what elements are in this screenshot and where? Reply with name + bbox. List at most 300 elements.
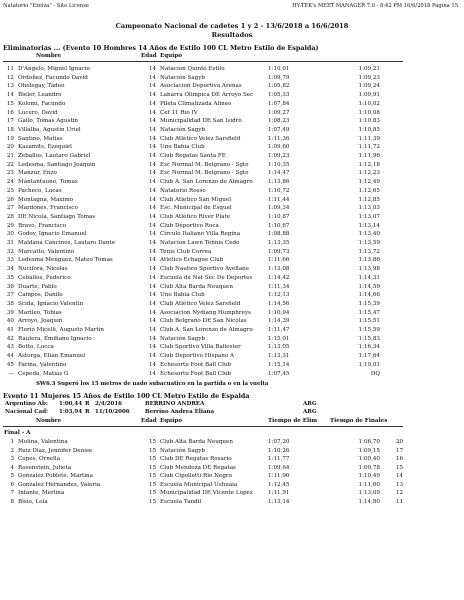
team-cell: Club Atlético Velez Sarsfield <box>160 135 241 142</box>
age-cell: 14 <box>149 231 157 238</box>
meet-title: Campeonato Nacional de cadetes 1 y 2 - 13/6/2018 a 16/6/2018 <box>115 22 349 30</box>
seed-time-cell: 1:11,90 <box>268 473 290 479</box>
seed-time-cell: 1:13,08 <box>268 266 290 273</box>
seed-time-cell: 1:10,87 <box>268 213 290 220</box>
place-cell: 32 <box>6 248 14 255</box>
event11-col-seed: Tiempo de Elim <box>268 418 318 424</box>
seed-time-cell: 1:11,44 <box>268 196 290 203</box>
seed-time-cell: 1:11,47 <box>268 327 290 333</box>
age-cell: 14 <box>149 274 157 281</box>
final-time-cell: 1:10,08 <box>358 109 380 116</box>
final-time-cell: 1:09,40 <box>358 456 380 462</box>
team-cell: Natatorio Rosso <box>160 187 206 194</box>
team-cell: Uno Bahia Club <box>160 292 205 299</box>
seed-time-cell: 1:09,73 <box>268 248 290 255</box>
final-time-cell: 1:12,18 <box>358 161 380 168</box>
final-time-cell: 1:19,01 <box>358 361 380 368</box>
age-cell: 14 <box>149 248 157 255</box>
age-cell: 14 <box>149 66 157 72</box>
points-cell: 12 <box>396 490 404 496</box>
final-time-cell: 1:09,15 <box>358 447 380 454</box>
final-time-cell: 1:15,39 <box>358 300 380 307</box>
swimmer-name-cell: Gonzalez Poblete, Martina <box>18 473 93 479</box>
record-time: 1:03,94 <box>59 409 83 415</box>
age-cell: 14 <box>149 309 157 316</box>
age-cell: 14 <box>149 83 157 90</box>
swimmer-name-cell: Montagna, Maximo <box>18 196 74 203</box>
swimmer-name-cell: Maldana Cancinos, Lautaro Dante <box>18 240 116 246</box>
swimmer-name-cell: Mantantuono, Tomas <box>18 179 78 186</box>
place-cell: 19 <box>6 135 14 142</box>
team-cell: Club Atlético River Plate <box>160 213 231 220</box>
points-cell: 17 <box>396 447 404 454</box>
record-country: ARG <box>303 401 317 407</box>
place-cell: 43 <box>6 344 14 351</box>
final-time-cell: 1:13,72 <box>358 248 380 255</box>
place-cell: 26 <box>6 196 14 203</box>
final-time-cell: 1:11,96 <box>358 153 380 159</box>
place-cell: 44 <box>6 353 14 360</box>
age-cell: 14 <box>149 187 157 194</box>
record-holder: Berrino Andrea Eliana <box>145 409 215 415</box>
place-cell: 42 <box>6 335 14 342</box>
swimmer-name-cell: Cepeda, Matias G <box>18 370 69 377</box>
place-cell: 15 <box>6 100 14 107</box>
place-cell: 5 <box>10 473 14 479</box>
swimmer-name-cell: Rosenstein, Julieta <box>18 464 72 471</box>
seed-time-cell: 1:09,64 <box>268 464 290 471</box>
final-time-cell: 1:09,78 <box>358 464 380 471</box>
final-time-cell: 1:12,23 <box>358 170 380 177</box>
age-cell: 15 <box>149 481 157 488</box>
final-time-cell: 1:11,39 <box>358 135 380 142</box>
seed-time-cell: 1:11,66 <box>268 257 290 264</box>
seed-time-cell: 1:11,36 <box>268 135 290 142</box>
age-cell: 14 <box>149 74 157 81</box>
swimmer-name-cell: Santino, Matias <box>18 135 63 142</box>
seed-time-cell: 1:09,60 <box>268 144 290 151</box>
final-time-cell: 1:13,40 <box>358 231 380 238</box>
age-cell: 14 <box>149 370 157 377</box>
final-time-cell: 1:15,83 <box>358 335 380 342</box>
seed-time-cell: 1:07,45 <box>268 370 290 377</box>
team-cell: Atletico Echague Club <box>160 257 224 264</box>
age-cell: 14 <box>149 361 157 368</box>
swimmer-name-cell: Ruiz Diaz, Jennifer Denise <box>18 447 93 454</box>
seed-time-cell: 1:09,27 <box>268 109 290 116</box>
place-cell: 25 <box>6 187 14 194</box>
place-cell: 24 <box>6 179 14 186</box>
team-cell: Club Regatas Santa FE <box>160 153 226 159</box>
points-cell: 20 <box>396 439 404 445</box>
final-time-cell: 1:15,47 <box>358 309 380 316</box>
team-cell: Esc. Municipal de Esquel <box>160 205 232 212</box>
swimmer-name-cell: Florio Micelli, Augusto Martin <box>18 327 104 333</box>
points-cell: 13 <box>396 481 404 488</box>
team-cell: Uno Bahia Club <box>160 144 205 151</box>
age-cell: 14 <box>149 283 157 290</box>
place-cell: 39 <box>6 309 14 316</box>
record-time: 1:00,44 <box>59 401 83 407</box>
team-cell: Circulo Italiano Villa Regina <box>160 231 241 238</box>
team-cell: Echesortu Foot Ball Club <box>160 370 232 377</box>
seed-time-cell: 1:10,35 <box>268 161 290 168</box>
place-cell: 14 <box>6 92 14 99</box>
team-cell: Club Cipolletti Rio Negro <box>160 473 232 479</box>
swimmer-name-cell: Mardones, Francisco <box>18 205 78 212</box>
seed-time-cell: 1:10,67 <box>268 222 290 229</box>
team-cell: Laharra Olimpica DE Arroyo Sec <box>160 92 254 99</box>
points-cell: 11 <box>396 498 404 505</box>
place-cell: 29 <box>6 222 14 229</box>
final-time-cell: 1:09,24 <box>358 83 380 90</box>
age-cell: 14 <box>149 353 157 360</box>
team-cell: Club DE Regatas Rosario <box>160 456 232 462</box>
final-time-cell: 1:13,03 <box>358 205 380 212</box>
age-cell: 14 <box>149 118 157 125</box>
seed-time-cell: 1:14,42 <box>268 274 290 281</box>
seed-time-cell: 1:12,13 <box>268 292 290 299</box>
age-cell: 14 <box>149 109 157 116</box>
age-cell: 14 <box>149 196 157 203</box>
report-header-right: HY-TEK's MEET MANAGER 7.0 - 8:42 PM 16/6/2018 Página 15 <box>292 3 458 9</box>
final-time-cell: 1:12,49 <box>358 179 380 186</box>
team-cell: Club Deportivo Hispano A <box>160 353 235 360</box>
record-date: 2/4/2016 <box>95 401 122 407</box>
record-country: ARG <box>303 409 317 415</box>
place-cell: 16 <box>6 109 14 116</box>
seed-time-cell: 1:14,56 <box>268 300 290 307</box>
event10-col-name: Nombre <box>36 53 62 59</box>
final-time-cell: 1:13,14 <box>358 222 380 229</box>
final-time-cell: 1:10,85 <box>358 126 380 133</box>
event11-col-name: Nombre <box>36 418 62 424</box>
swimmer-name-cell: Bisio, Lola <box>18 498 48 505</box>
team-cell: Asociacion Nydiang Humphreys <box>160 309 251 316</box>
place-cell: 23 <box>6 170 14 177</box>
event10-col-team: Equipo <box>160 53 183 59</box>
final-time-cell: 1:13,86 <box>358 257 380 264</box>
swimmer-name-cell: Godoy, Ignacio Emanuel <box>18 231 87 238</box>
results-title: Resultados <box>211 31 253 39</box>
place-cell: 22 <box>6 161 14 168</box>
points-cell: 14 <box>396 473 404 479</box>
seed-time-cell: 1:07,20 <box>268 439 290 445</box>
seed-time-cell: 1:11,77 <box>268 456 290 462</box>
final-time-cell: 1:11,72 <box>358 144 380 151</box>
place-cell: 8 <box>10 498 14 505</box>
record-code: R <box>85 401 90 407</box>
final-time-cell: 1:06,70 <box>358 439 380 445</box>
event11-col-age: Edad <box>141 418 157 424</box>
swimmer-name-cell: Marcatto, Valentino <box>18 248 75 255</box>
age-cell: 14 <box>149 318 157 325</box>
swimmer-name-cell: Lucero, David <box>18 109 58 116</box>
place-cell: 11 <box>6 66 14 72</box>
place-cell: 35 <box>6 274 14 281</box>
age-cell: 14 <box>149 135 157 142</box>
place-cell: 40 <box>6 318 14 325</box>
age-cell: 14 <box>149 100 157 107</box>
team-cell: Esc Normal M. Belgrano - Sgto <box>160 161 249 168</box>
team-cell: Club Sportivo Villa Ballester <box>160 344 241 351</box>
swimmer-name-cell: Oholegay, Tadeo <box>18 83 65 90</box>
team-cell: Natación Sagyb <box>160 335 205 342</box>
seed-time-cell: 1:15,01 <box>268 335 290 342</box>
place-cell: 33 <box>6 257 14 264</box>
final-time-cell: 1:15,59 <box>358 327 380 333</box>
team-cell: Cef 11 Rio IV <box>160 109 198 116</box>
place-cell: --- <box>8 370 14 377</box>
team-cell: Esc Normal M. Belgrano - Sgto <box>160 170 249 177</box>
seed-time-cell: 1:13,35 <box>268 240 290 246</box>
place-cell: 31 <box>6 240 14 246</box>
team-cell: Club Alta Barda Neuquen <box>160 283 233 290</box>
seed-time-cell: 1:10,72 <box>268 187 290 194</box>
swimmer-name-cell: Raulera, Emiliano Ignacio <box>18 335 92 342</box>
report-header-left: Natatorio "Ezeiza" - Site License <box>3 3 89 9</box>
final-time-cell: 1:10,49 <box>358 473 380 479</box>
final-time-cell: 1:10,02 <box>358 100 380 107</box>
swimmer-name-cell: Bravo, Francisco <box>18 222 66 229</box>
age-cell: 14 <box>149 144 157 151</box>
swimmer-name-cell: Nucifora, Nicolas <box>18 266 68 273</box>
age-cell: 14 <box>149 205 157 212</box>
event10-col-age: Edad <box>141 53 157 59</box>
swimmer-name-cell: Bieler, Leandro <box>18 92 62 99</box>
team-cell: Club Atletico San Miguel <box>160 196 231 203</box>
seed-time-cell: 1:10,94 <box>268 309 290 316</box>
place-cell: 36 <box>6 283 14 290</box>
swimmer-name-cell: Marileo, Tobias <box>18 309 62 316</box>
final-time-cell: 1:12,65 <box>358 187 380 194</box>
final-time-cell: DQ <box>370 370 380 377</box>
team-cell: Municipalidad DE Vicente Lopez <box>160 490 253 496</box>
team-cell: Natación Sagyb <box>160 74 205 81</box>
event10-header-rule <box>3 61 403 62</box>
seed-time-cell: 1:05,33 <box>268 92 290 99</box>
final-time-cell: 1:11,60 <box>358 481 380 488</box>
swimmer-name-cell: Campos, Danilo <box>18 292 63 299</box>
age-cell: 14 <box>149 300 157 307</box>
swimmer-name-cell: Kazamits, Ezequiel <box>18 144 72 151</box>
age-cell: 15 <box>149 439 157 445</box>
place-cell: 41 <box>6 327 14 333</box>
event11-title: Evento 11 Mujeres 15 Años de Estilo 100 CL Metro Estilo de Espalda <box>3 392 250 400</box>
place-cell: 27 <box>6 205 14 212</box>
age-cell: 15 <box>149 447 157 454</box>
age-cell: 14 <box>149 161 157 168</box>
age-cell: 15 <box>149 473 157 479</box>
seed-time-cell: 1:13,86 <box>268 179 290 186</box>
record-label: Nacional Cad: <box>5 409 49 415</box>
place-cell: 4 <box>10 464 14 471</box>
place-cell: 20 <box>6 144 14 151</box>
seed-time-cell: 1:13,05 <box>268 344 290 351</box>
final-time-cell: 1:10,83 <box>358 118 380 125</box>
team-cell: Natación Sagyb <box>160 447 205 454</box>
seed-time-cell: 1:15,14 <box>268 361 290 368</box>
team-cell: Club A. San Lorenzo de Almagro <box>160 179 253 186</box>
place-cell: 6 <box>10 481 14 488</box>
swimmer-name-cell: DE Nicola, Santiago Tomas <box>18 213 96 220</box>
swimmer-name-cell: Kolomi, Facundo <box>18 100 66 107</box>
place-cell: 18 <box>6 126 14 133</box>
final-time-cell: 1:14,80 <box>358 498 380 505</box>
final-time-cell: 1:09,21 <box>358 66 380 72</box>
record-holder: BERRINO ANDREA <box>145 401 205 407</box>
seed-time-cell: 1:08,88 <box>268 231 290 238</box>
final-time-cell: 1:15,51 <box>358 318 380 325</box>
team-cell: Club Nautico Sportivo Avellane <box>160 266 250 273</box>
event10-title: Eliminatorias ... (Evento 10 Hombres 14 Años de Estilo 100 CL Metro Estilo de Espalda) <box>3 44 319 52</box>
team-cell: Club Atlético Velez Sarsfield <box>160 300 241 307</box>
team-cell: Asociacion Deportiva Arenas <box>160 83 242 90</box>
place-cell: 13 <box>6 83 14 90</box>
age-cell: 14 <box>149 266 157 273</box>
final-time-cell: 1:17,64 <box>358 353 380 360</box>
swimmer-name-cell: Ledesma, Santiago Joaquin <box>18 161 96 168</box>
age-cell: 14 <box>149 257 157 264</box>
swimmer-name-cell: Farina, Valentino <box>18 361 67 368</box>
place-cell: 38 <box>6 300 14 307</box>
place-cell: 1 <box>10 439 14 445</box>
swimmer-name-cell: Manzur, Enzo <box>18 170 57 177</box>
age-cell: 14 <box>149 344 157 351</box>
final-time-cell: 1:13,59 <box>358 240 380 246</box>
final-time-cell: 1:13,07 <box>358 213 380 220</box>
place-cell: 7 <box>10 490 14 496</box>
seed-time-cell: 1:10,01 <box>268 66 290 72</box>
swimmer-name-cell: Botto, Lucca <box>18 344 54 351</box>
seed-time-cell: 1:08,23 <box>268 118 290 125</box>
team-cell: Natacion Quinto Estilo <box>160 66 225 72</box>
swimmer-name-cell: Duarte, Pablo <box>18 283 57 290</box>
seed-time-cell: 1:10,26 <box>268 447 290 454</box>
place-cell: 28 <box>6 213 14 220</box>
place-cell: 34 <box>6 266 14 273</box>
swimmer-name-cell: Gallo, Tomas Agustin <box>18 118 78 125</box>
seed-time-cell: 1:05,82 <box>268 83 290 90</box>
points-cell: 15 <box>396 464 404 471</box>
final-time-cell: 1:09,91 <box>358 92 380 99</box>
place-cell: 30 <box>6 231 14 238</box>
seed-time-cell: 1:09,79 <box>268 74 290 81</box>
swimmer-name-cell: Ledesma Menguez, Mateo Tomas <box>18 257 113 264</box>
swimmer-name-cell: D'Angelo, Miguel Ignacio <box>18 66 90 72</box>
event11-heat-label: Final - A <box>4 430 31 436</box>
swimmer-name-cell: Zeballos, Lautaro Gabriel <box>18 153 91 159</box>
final-time-cell: 1:13,09 <box>358 490 380 496</box>
swimmer-name-cell: Arroyo, Joaquin <box>18 318 63 325</box>
team-cell: Municipalidad DE San Isidro <box>160 118 242 125</box>
team-cell: Escuela de Nat Sec De Deportes <box>160 274 253 281</box>
age-cell: 14 <box>149 292 157 299</box>
seed-time-cell: 1:09,34 <box>268 205 290 212</box>
team-cell: Natacion Lawn Tennis Cede <box>160 240 240 246</box>
seed-time-cell: 1:07,49 <box>268 126 290 133</box>
seed-time-cell: 1:07,84 <box>268 100 290 107</box>
swimmer-name-cell: Ceballos, Federico <box>18 274 71 281</box>
swimmer-name-cell: Copes, Ornella <box>18 456 61 462</box>
swimmer-name-cell: Pacheco, Lucas <box>18 187 62 194</box>
points-cell: 16 <box>396 456 404 462</box>
age-cell: 14 <box>149 222 157 229</box>
team-cell: Club Belgrano DE San Nicolas <box>160 318 247 325</box>
swimmer-name-cell: Scida, Ignacio Valentin <box>18 300 84 307</box>
seed-time-cell: 1:09,23 <box>268 153 290 159</box>
record-code: R <box>85 409 90 415</box>
place-cell: 17 <box>6 118 14 125</box>
final-time-cell: 1:16,34 <box>358 344 380 351</box>
team-cell: Club Mendoza DE Regatas <box>160 464 236 471</box>
age-cell: 14 <box>149 92 157 99</box>
age-cell: 14 <box>149 335 157 342</box>
age-cell: 14 <box>149 126 157 133</box>
team-cell: Natación Sagyb <box>160 126 205 133</box>
team-cell: Club A. San Lorenzo de Almagro <box>160 327 253 333</box>
place-cell: 37 <box>6 292 14 299</box>
seed-time-cell: 1:13,31 <box>268 353 290 360</box>
age-cell: 14 <box>149 179 157 186</box>
event10-note: SW6.3 Superó los 15 metros de nado subacuatico en la partida o en la vuelta <box>36 381 269 387</box>
seed-time-cell: 1:11,91 <box>268 490 290 496</box>
place-cell: 21 <box>6 153 14 159</box>
final-time-cell: 1:14,66 <box>358 292 380 299</box>
record-date: 11/10/2006 <box>95 409 130 415</box>
event11-col-team: Equipo <box>160 418 183 424</box>
seed-time-cell: 1:13,14 <box>268 498 290 505</box>
event11-col-final: Tiempo de Finales <box>330 418 388 424</box>
team-cell: Escuela Tandil <box>160 498 202 505</box>
age-cell: 14 <box>149 170 157 177</box>
age-cell: 14 <box>149 327 157 333</box>
swimmer-name-cell: Gonzalez Hernandez, Valeria <box>18 481 101 488</box>
team-cell: Echesortu Foot Ball Club <box>160 361 232 368</box>
final-time-cell: 1:09,23 <box>358 74 380 81</box>
team-cell: Escuela Municipal Ushuaia <box>160 481 238 488</box>
team-cell: Pileta Climatizada Alineo <box>160 100 232 107</box>
event11-header-rule <box>3 426 403 427</box>
age-cell: 15 <box>149 490 157 496</box>
final-time-cell: 1:14,59 <box>358 283 380 290</box>
seed-time-cell: 1:11,34 <box>268 283 290 290</box>
final-time-cell: 1:13,98 <box>358 266 380 273</box>
age-cell: 14 <box>149 240 157 246</box>
age-cell: 14 <box>149 153 157 159</box>
swimmer-name-cell: Infante, Merlina <box>18 490 65 496</box>
seed-time-cell: 1:14,47 <box>268 170 290 177</box>
age-cell: 14 <box>149 213 157 220</box>
team-cell: Club Alta Barda Neuquen <box>160 439 233 445</box>
place-cell: 2 <box>10 447 14 454</box>
swimmer-name-cell: Villalba, Agustin Uriel <box>18 126 81 133</box>
age-cell: 15 <box>149 464 157 471</box>
seed-time-cell: 1:14,39 <box>268 318 290 325</box>
place-cell: 45 <box>6 361 14 368</box>
place-cell: 3 <box>10 456 14 462</box>
swimmer-name-cell: Molina, Valentina <box>18 439 68 445</box>
swimmer-name-cell: Astorga, Elian Emanuel <box>18 353 86 360</box>
seed-time-cell: 1:12,45 <box>268 481 290 488</box>
record-label: Argentino Ab: <box>5 401 48 407</box>
final-time-cell: 1:12,85 <box>358 196 380 203</box>
place-cell: 12 <box>6 74 14 81</box>
swimmer-name-cell: Ordoñez, Facundo David <box>18 74 88 81</box>
age-cell: 15 <box>149 498 157 505</box>
team-cell: Tenis Club Correa <box>160 248 212 255</box>
age-cell: 15 <box>149 456 157 462</box>
